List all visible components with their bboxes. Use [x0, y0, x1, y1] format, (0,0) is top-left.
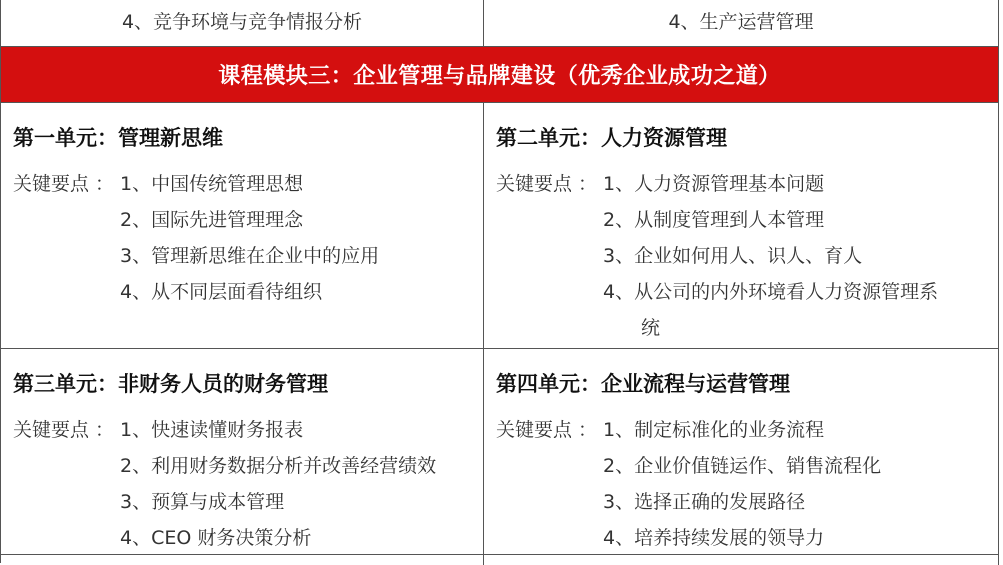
key-point: 2、国际先进管理理念	[120, 209, 304, 231]
key-point: 3、企业如何用人、识人、育人	[603, 245, 863, 267]
key-points-label: 关键要点 ：	[13, 173, 115, 195]
unit-cell-2	[484, 103, 999, 349]
module-banner-title: 课程模块三：企业管理与品牌建设（优秀企业成功之道）	[218, 64, 781, 89]
key-point: 1、中国传统管理思想	[120, 173, 304, 195]
key-point: 4、从公司的内外环境看人力资源管理系	[603, 281, 939, 303]
unit-cell-4	[484, 349, 999, 555]
key-points-label: 关键要点 ：	[13, 419, 115, 441]
previous-right-cell	[484, 0, 999, 47]
key-points	[496, 415, 881, 559]
key-point: 1、快速读懂财务报表	[120, 419, 304, 441]
key-points-label: 关键要点 ：	[496, 419, 598, 441]
key-points	[13, 169, 379, 313]
key-point: 4、从不同层面看待组织	[120, 281, 323, 303]
key-point: 3、选择正确的发展路径	[603, 491, 806, 513]
unit-title: 第三单元：非财务人员的财务管理	[13, 372, 328, 396]
key-point: 2、从制度管理到人本管理	[603, 209, 825, 231]
module-banner	[1, 47, 999, 103]
unit-title: 第一单元：管理新思维	[13, 126, 223, 150]
key-point: 2、企业价值链运作、销售流程化	[603, 455, 882, 477]
previous-right-item: 4、生产运营管理	[668, 10, 814, 33]
key-point: 4、CEO 财务决策分析	[120, 527, 312, 549]
key-point-continuation: 统	[641, 317, 661, 339]
units-row-2	[1, 349, 999, 555]
key-points	[13, 415, 436, 559]
next-left-cell	[1, 555, 484, 565]
key-points-label: 关键要点 ：	[496, 173, 598, 195]
unit-title: 第二单元：人力资源管理	[496, 126, 727, 150]
key-points	[496, 169, 938, 349]
key-point: 2、利用财务数据分析并改善经营绩效	[120, 455, 437, 477]
next-right-cell	[484, 555, 999, 565]
unit-cell-1	[1, 103, 484, 349]
key-point: 1、人力资源管理基本问题	[603, 173, 825, 195]
key-point: 3、预算与成本管理	[120, 491, 285, 513]
key-point: 1、制定标准化的业务流程	[603, 419, 825, 441]
next-row-stub	[1, 555, 999, 565]
unit-cell-3	[1, 349, 484, 555]
previous-left-item: 4、竞争环境与竞争情报分析	[121, 10, 363, 33]
previous-left-cell	[1, 0, 484, 47]
unit-title: 第四单元：企业流程与运营管理	[496, 372, 790, 396]
key-point: 4、培养持续发展的领导力	[603, 527, 825, 549]
units-row-1	[1, 103, 999, 349]
previous-module-row	[1, 0, 999, 47]
key-point: 3、管理新思维在企业中的应用	[120, 245, 380, 267]
